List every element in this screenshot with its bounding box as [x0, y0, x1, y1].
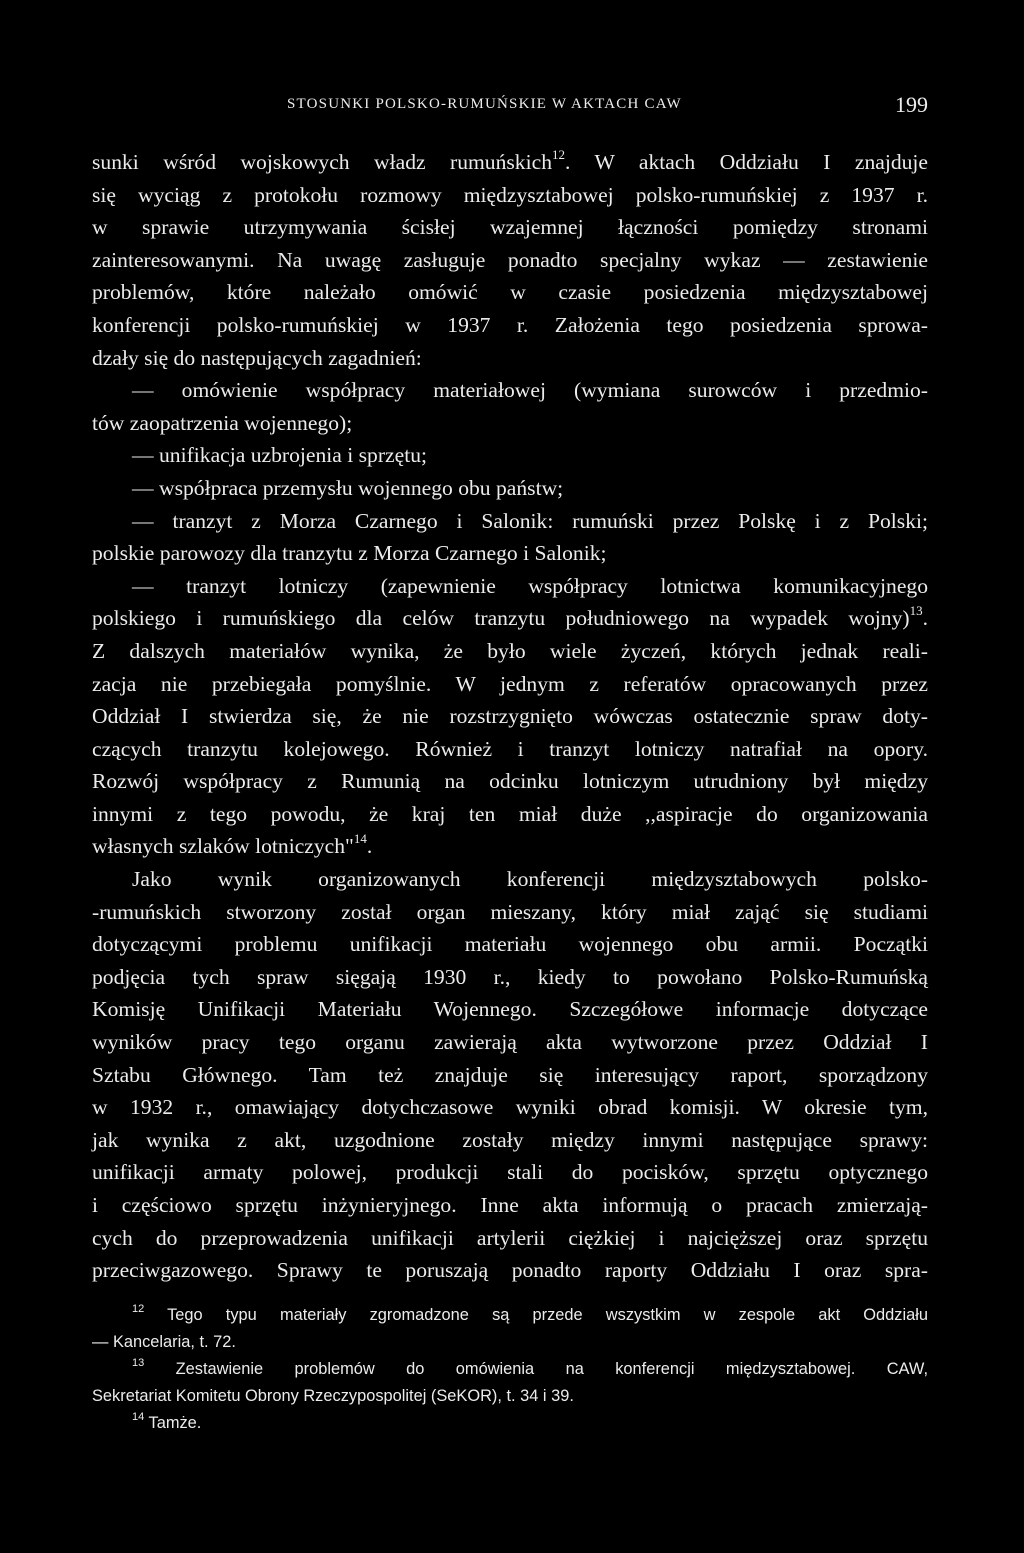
- text-line-content: zacja nie przebiegała pomyślnie. W jednym z referatów opracowanych przez: [92, 671, 928, 696]
- text-line: [92, 342, 928, 375]
- text-line-content: w 1932 r., omawiający dotychczasowe wyniki obrad komisji. W okresie tym,: [92, 1095, 928, 1120]
- text-line-content: własnych szlaków lotniczych": [92, 834, 354, 859]
- footnote-number: 12: [132, 1303, 145, 1315]
- text-line-content: — współpraca przemysłu wojennego obu państw;: [132, 475, 564, 500]
- text-line: [92, 276, 928, 309]
- text-line: [92, 1156, 928, 1189]
- text-line-content: Jako wynik organizowanych konferencji międzysztabowych polsko-: [132, 867, 928, 892]
- text-line-content: wyników pracy tego organu zawierają akta wytworzone przez Oddział I: [92, 1030, 928, 1055]
- text-line-content: przeciwgazowego. Sprawy te poruszają ponadto raporty Oddziału I oraz spra-: [92, 1258, 928, 1283]
- text-line-content: -rumuńskich stworzony został organ mieszany, który miał zająć się studiami: [92, 899, 928, 924]
- footnote-text: — Kancelaria, t. 72.: [92, 1333, 236, 1351]
- footnote: [92, 1356, 928, 1383]
- text-line: [92, 765, 928, 798]
- text-line-content: jak wynika z akt, uzgodnione zostały między innymi następujące sprawy:: [92, 1127, 928, 1152]
- text-line-content: konferencji polsko-rumuńskiej w 1937 r. Założenia tego posiedzenia sprowa-: [92, 312, 928, 337]
- text-line: [92, 211, 928, 244]
- text-line: [92, 961, 928, 994]
- footnote-reference: 14: [353, 831, 367, 847]
- text-line: [92, 896, 928, 929]
- text-line-tail: . W aktach Oddziału I znajduje: [565, 150, 928, 174]
- text-line-content: czących tranzytu kolejowego. Również i tranzyt lotniczy natrafiał na opory.: [92, 736, 928, 761]
- text-line: [92, 374, 928, 407]
- text-line: [92, 1222, 928, 1255]
- text-line-content: Komisję Unifikacji Materiału Wojennego. Szczegółowe informacje dotyczące: [92, 997, 928, 1022]
- footnote-reference: 12: [552, 147, 565, 162]
- footnote: [92, 1410, 928, 1437]
- text-line-content: — tranzyt lotniczy (zapewnienie współpracy lotnictwa komunikacyjnego: [132, 573, 928, 598]
- text-line-content: Z dalszych materiałów wynika, że było wiele życzeń, których jednak reali-: [92, 638, 928, 663]
- text-line-content: Oddział I stwierdza się, że nie rozstrzygnięto wówczas ostatecznie spraw doty-: [92, 704, 928, 729]
- footnote-number: 14: [132, 1411, 145, 1423]
- footnotes: [92, 1302, 928, 1437]
- text-line-content: podjęcia tych spraw sięgają 1930 r., kiedy to powołano Polsko-Rumuńską: [92, 964, 928, 989]
- text-line-content: dotyczącymi problemu unifikacji materiału wojennego obu armii. Początki: [92, 932, 928, 957]
- text-line: [92, 146, 928, 179]
- text-line: [92, 570, 928, 603]
- text-line: [92, 1124, 928, 1157]
- text-line-content: tów zaopatrzenia wojennego);: [92, 410, 353, 435]
- text-line-content: polskie parowozy dla tranzytu z Morza Czarnego i Salonik;: [92, 541, 607, 566]
- text-line-content: — unifikacja uzbrojenia i sprzętu;: [132, 443, 428, 468]
- text-line: [92, 928, 928, 961]
- text-line: [92, 1091, 928, 1124]
- text-line: [92, 863, 928, 896]
- text-line-content: Sztabu Głównego. Tam też znajduje się interesujący raport, sporządzony: [92, 1062, 928, 1087]
- text-line: [92, 798, 928, 831]
- text-line-content: i częściowo sprzętu inżynieryjnego. Inne akta informują o pracach zmierzają-: [92, 1193, 928, 1217]
- text-line-content: — omówienie współpracy materiałowej (wymiana surowców i przedmio-: [132, 378, 928, 403]
- text-line-content: problemów, które należało omówić w czasie posiedzenia międzysztabowej: [92, 280, 928, 305]
- footnote-text: Tego typu materiały zgromadzone są przede wszystkim w zespole akt Oddziału: [144, 1306, 928, 1324]
- text-line: [92, 244, 928, 277]
- text-line: [92, 407, 928, 440]
- text-line-content: w sprawie utrzymywania ścisłej wzajemnej łączności pomiędzy stronami: [92, 215, 928, 240]
- text-line: [92, 1059, 928, 1092]
- text-line: [92, 993, 928, 1026]
- text-line: [92, 505, 928, 538]
- text-line: [92, 309, 928, 342]
- text-line-content: unifikacji armaty polowej, produkcji stali do pocisków, sprzętu optycznego: [92, 1160, 928, 1185]
- footnote-text: Tamże.: [144, 1414, 202, 1432]
- footnote-number: 13: [132, 1357, 145, 1369]
- text-line: [92, 537, 928, 570]
- body-text: [92, 146, 928, 1287]
- text-line-content: zainteresowanymi. Na uwagę zasługuje ponadto specjalny wykaz — zestawienie: [92, 247, 928, 272]
- footnote: [92, 1383, 928, 1410]
- text-line: [92, 602, 928, 635]
- footnote: [92, 1329, 928, 1356]
- text-line-content: sunki wśród wojskowych władz rumuńskich: [92, 150, 552, 174]
- text-line: [92, 1254, 928, 1287]
- text-line-content: się wyciąg z protokołu rozmowy międzysztabowej polsko-rumuńskiej z 1937 r.: [92, 182, 928, 207]
- text-line-content: cych do przeprowadzenia unifikacji artylerii ciężkiej i najcięższej oraz sprzętu: [92, 1225, 928, 1250]
- footnote: [92, 1302, 928, 1329]
- text-line: [92, 700, 928, 733]
- footnote-text: Zestawienie problemów do omówienia na konferencji międzysztabowej. CAW,: [144, 1360, 928, 1378]
- page-number: 199: [895, 92, 928, 117]
- text-line: [92, 668, 928, 701]
- text-line-content: innymi z tego powodu, że kraj ten miał duże ,,aspiracje do organizowania: [92, 801, 928, 826]
- text-line: [92, 179, 928, 212]
- text-line: [92, 1189, 928, 1222]
- text-line: [92, 1026, 928, 1059]
- text-line: [92, 733, 928, 766]
- text-line-tail: .: [366, 834, 373, 859]
- text-line-content: — tranzyt z Morza Czarnego i Salonik: rumuński przez Polskę i z Polski;: [132, 508, 928, 533]
- footnote-text: Sekretariat Komitetu Obrony Rzeczypospolitej (SeKOR), t. 34 i 39.: [92, 1387, 574, 1405]
- running-title: STOSUNKI POLSKO-RUMUŃSKIE W AKTACH CAW: [287, 96, 682, 112]
- text-line-tail: .: [922, 606, 928, 631]
- text-line: [92, 830, 928, 863]
- text-line-content: Rozwój współpracy z Rumunią na odcinku lotniczym utrudniony był między: [92, 769, 928, 794]
- page-header: [92, 92, 928, 122]
- footnote-reference: 13: [909, 603, 923, 619]
- text-line: [92, 635, 928, 668]
- text-line-content: dzały się do następujących zagadnień:: [92, 345, 422, 370]
- text-line-content: polskiego i rumuńskiego dla celów tranzytu południowego na wypadek wojny): [92, 606, 910, 631]
- text-line: [92, 439, 928, 472]
- text-line: [92, 472, 928, 505]
